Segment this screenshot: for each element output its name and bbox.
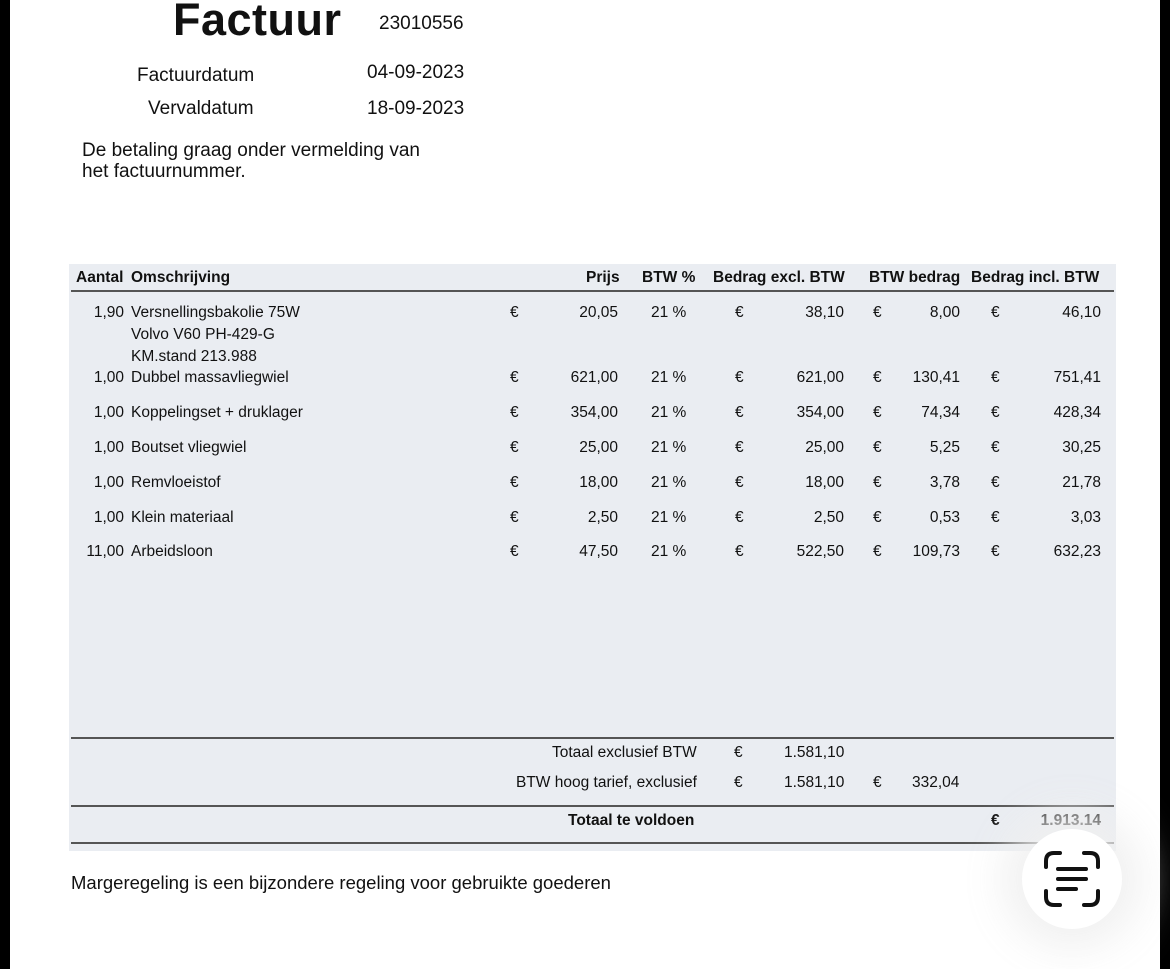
header-divider: [71, 290, 1114, 292]
row-price: 354,00: [570, 404, 618, 421]
row-vat-percent: 21 %: [651, 509, 687, 526]
row-description: Koppelingset + druklager: [131, 404, 303, 421]
currency-symbol: €: [873, 543, 882, 560]
currency-symbol: €: [510, 474, 519, 491]
total-excl-value: 1.581,10: [784, 744, 845, 761]
currency-symbol: €: [510, 404, 519, 421]
currency-symbol: €: [735, 474, 744, 491]
row-amount-excl: 25,00: [805, 439, 844, 456]
currency-symbol: €: [991, 509, 1000, 526]
row-amount-incl: 632,23: [1053, 543, 1101, 560]
currency-symbol: €: [510, 304, 519, 321]
currency-symbol: €: [735, 369, 744, 386]
row-description: Dubbel massavliegwiel: [131, 369, 289, 386]
row-amount-incl: 428,34: [1053, 404, 1101, 421]
bottom-divider: [71, 842, 1114, 844]
total-due-label: Totaal te voldoen: [568, 812, 695, 829]
header-description: Omschrijving: [131, 269, 231, 286]
currency-symbol: €: [734, 774, 743, 791]
currency-symbol: €: [510, 543, 519, 560]
header-amount-excl: Bedrag excl. BTW: [713, 269, 845, 286]
row-qty: 1,00: [93, 369, 124, 386]
invoice-page: [10, 0, 1160, 969]
row-price: 2,50: [587, 509, 618, 526]
currency-symbol: €: [510, 509, 519, 526]
totals-divider: [71, 737, 1114, 739]
row-vat-percent: 21 %: [651, 439, 687, 456]
row-vat-amount: 8,00: [929, 304, 960, 321]
row-price: 47,50: [579, 543, 618, 560]
row-price: 20,05: [579, 304, 618, 321]
currency-symbol: €: [991, 439, 1000, 456]
currency-symbol: €: [510, 439, 519, 456]
invoice-number: 23010556: [379, 13, 464, 34]
currency-symbol: €: [735, 304, 744, 321]
footer-note: Margeregeling is een bijzondere regeling voor gebruikte goederen: [71, 872, 611, 893]
total-excl-label: Totaal exclusief BTW: [552, 744, 697, 761]
invoice-date-value: 04-09-2023: [367, 62, 465, 83]
header-vat-amount: BTW bedrag: [869, 269, 961, 286]
row-qty: 1,00: [93, 474, 124, 491]
row-vat-amount: 0,53: [929, 509, 960, 526]
payment-note-line: het factuurnummer.: [82, 161, 246, 182]
currency-symbol: €: [873, 404, 882, 421]
due-date-value: 18-09-2023: [367, 98, 465, 119]
row-amount-excl: 18,00: [805, 474, 844, 491]
currency-symbol: €: [991, 404, 1000, 421]
row-amount-excl: 38,10: [805, 304, 844, 321]
row-price: 621,00: [570, 369, 618, 386]
header-amount-incl: Bedrag incl. BTW: [971, 269, 1100, 286]
vat-high-vat-value: 332,04: [912, 774, 960, 791]
row-amount-excl: 2,50: [813, 509, 844, 526]
currency-symbol: €: [734, 744, 743, 761]
currency-symbol: €: [873, 439, 882, 456]
row-description: Klein materiaal: [131, 509, 234, 526]
row-vat-percent: 21 %: [651, 304, 687, 321]
row-description: KM.stand 213.988: [131, 348, 257, 365]
header-price: Prijs: [586, 269, 620, 286]
payment-note: [82, 140, 502, 182]
currency-symbol: €: [735, 439, 744, 456]
currency-symbol: €: [510, 369, 519, 386]
due-date-label: Vervaldatum: [148, 98, 254, 119]
row-vat-percent: 21 %: [651, 474, 687, 491]
row-amount-excl: 522,50: [796, 543, 844, 560]
vat-high-label: BTW hoog tarief, exclusief: [516, 774, 697, 791]
row-description: Versnellingsbakolie 75W: [131, 304, 300, 321]
invoice-date-label: Factuurdatum: [137, 65, 255, 86]
row-description: Arbeidsloon: [131, 543, 213, 560]
row-vat-percent: 21 %: [651, 543, 687, 560]
row-amount-incl: 751,41: [1053, 369, 1101, 386]
due-divider: [71, 805, 1114, 807]
currency-symbol: €: [991, 474, 1000, 491]
currency-symbol: €: [991, 369, 1000, 386]
currency-symbol: €: [873, 304, 882, 321]
row-amount-excl: 621,00: [796, 369, 844, 386]
row-qty: 1,00: [93, 404, 124, 421]
currency-symbol: €: [735, 404, 744, 421]
currency-symbol: €: [873, 774, 882, 791]
currency-symbol: €: [735, 509, 744, 526]
row-qty: 1,00: [93, 509, 124, 526]
row-vat-amount: 109,73: [912, 543, 960, 560]
text-scan-icon: [1042, 849, 1102, 909]
row-qty: 1,00: [93, 439, 124, 456]
row-amount-excl: 354,00: [796, 404, 844, 421]
row-qty: 11,00: [86, 543, 124, 560]
header-vat-percent: BTW %: [642, 269, 696, 286]
row-amount-incl: 46,10: [1062, 304, 1101, 321]
text-scan-button[interactable]: [1022, 829, 1122, 929]
row-amount-incl: 3,03: [1070, 509, 1101, 526]
row-description: Remvloeistof: [131, 474, 221, 491]
row-vat-amount: 5,25: [929, 439, 960, 456]
currency-symbol: €: [873, 509, 882, 526]
row-vat-percent: 21 %: [651, 369, 687, 386]
row-vat-percent: 21 %: [651, 404, 687, 421]
payment-note-line: De betaling graag onder vermelding van: [82, 140, 420, 161]
row-description: Volvo V60 PH-429-G: [131, 326, 275, 343]
row-price: 18,00: [579, 474, 618, 491]
header-qty: Aantal: [76, 269, 124, 286]
vat-high-excl-value: 1.581,10: [784, 774, 845, 791]
row-amount-incl: 30,25: [1062, 439, 1101, 456]
row-vat-amount: 74,34: [921, 404, 960, 421]
currency-symbol: €: [873, 474, 882, 491]
invoice-title: Factuur: [173, 0, 342, 45]
currency-symbol: €: [873, 369, 882, 386]
total-due-value: 1.913.14: [1040, 812, 1101, 829]
currency-symbol: €: [991, 812, 1000, 829]
row-qty: 1,90: [93, 304, 124, 321]
currency-symbol: €: [991, 543, 1000, 560]
currency-symbol: €: [991, 304, 1000, 321]
row-price: 25,00: [579, 439, 618, 456]
row-amount-incl: 21,78: [1062, 474, 1101, 491]
row-description: Boutset vliegwiel: [131, 439, 247, 456]
currency-symbol: €: [735, 543, 744, 560]
row-vat-amount: 3,78: [929, 474, 960, 491]
row-vat-amount: 130,41: [912, 369, 960, 386]
